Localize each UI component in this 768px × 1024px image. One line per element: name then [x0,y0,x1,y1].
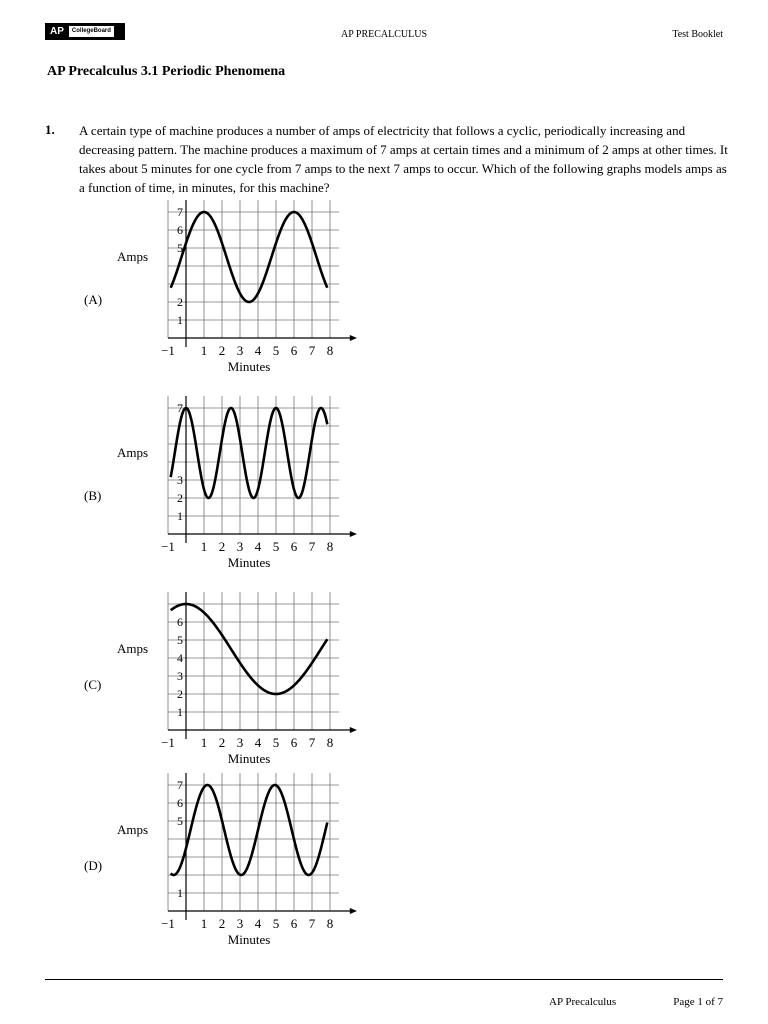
y-tick-label [177,396,183,397]
question-text: A certain type of machine produces a number of amps of electricity that follows a cyclic, periodically increasing and decreasing pattern. The machine produces a maximum of 7 amps at certain times and a minimum of 2 amps at other times. It takes about 5 minutes for one cycle from 7 amps to the next 7 amps to occur. Which of the following graphs models amps as a function of time, in minutes, for this machine? [79,123,728,195]
x-tick-label: 3 [236,343,244,358]
footer-course: AP Precalculus [549,996,617,1008]
x-tick-label: 1 [200,343,208,358]
x-tick-label: 7 [308,916,316,931]
x-tick-label: 1 [200,916,208,931]
y-tick-label: 3 [177,669,183,683]
question-number: 1. [45,122,55,137]
x-tick-label: 4 [254,343,262,358]
y-tick-label: 6 [177,615,183,629]
x-tick-label: 6 [290,539,298,554]
x-tick-label: 5 [272,916,280,931]
x-tick-label: 7 [308,539,316,554]
y-tick-label: 2 [177,491,183,505]
x-tick-label: 6 [290,735,298,750]
choice-label-b[interactable]: (B) [84,488,102,503]
curve-line [171,604,328,694]
y-tick-label: 5 [177,814,183,828]
choice-label-c[interactable]: (C) [84,677,102,692]
choice-label-d[interactable]: (D) [84,858,103,873]
y-tick-label: 7 [177,778,183,792]
y-tick-label: 1 [177,886,183,900]
x-tick-label: 7 [308,343,316,358]
y-tick-label: 1 [177,705,183,719]
x-tick-label: 5 [272,343,280,358]
x-axis-title: Minutes [227,751,271,766]
y-tick-label: 7 [177,205,183,219]
y-tick-label: 2 [177,687,183,701]
curve-line [171,408,328,498]
x-tick-label: 8 [326,343,334,358]
x-tick-label: 2 [218,916,226,931]
x-tick-label: 8 [326,916,334,931]
y-tick-label: 2 [177,295,183,309]
graph-c [112,592,362,767]
graph-b [112,396,362,571]
y-tick-label: 7 [177,401,183,415]
x-tick-label: −1 [161,916,175,931]
y-axis-title: Amps [117,822,149,837]
y-tick-label: 3 [177,473,183,487]
x-axis-arrow [350,335,357,341]
x-tick-label: 1 [200,735,208,750]
x-tick-label: 5 [272,539,280,554]
x-tick-label: 2 [218,735,226,750]
x-tick-label: 3 [236,539,244,554]
x-tick-label: 6 [290,916,298,931]
x-axis-title: Minutes [227,359,271,374]
y-tick-label: 6 [177,223,183,237]
x-tick-label: 3 [236,916,244,931]
graph-d [112,773,362,948]
logo-ap-text: AP [47,26,67,37]
x-tick-label: 6 [290,343,298,358]
x-tick-label: 4 [254,735,262,750]
x-tick-label: 3 [236,735,244,750]
y-tick-label [177,200,183,201]
header-course: AP PRECALCULUS [340,29,428,40]
y-tick-label: 5 [177,633,183,647]
graph-a [112,200,362,375]
y-axis-title: Amps [117,445,149,460]
y-tick-label: 6 [177,796,183,810]
x-tick-label: 2 [218,343,226,358]
x-tick-label: 7 [308,735,316,750]
header-booklet: Test Booklet [672,29,723,40]
x-tick-label: 8 [326,735,334,750]
curve-line [171,212,328,302]
x-tick-label: −1 [161,539,175,554]
x-axis-title: Minutes [227,932,271,947]
x-tick-label: −1 [161,343,175,358]
choice-label-a[interactable]: (A) [84,292,103,307]
x-tick-label: 2 [218,539,226,554]
curve-line [171,785,328,875]
footer-page-number: Page 1 of 7 [673,996,723,1008]
y-tick-label: 5 [177,241,183,255]
y-tick-label [177,592,183,593]
x-tick-label: −1 [161,735,175,750]
x-axis-arrow [350,531,357,537]
y-tick-label: 4 [177,651,183,665]
y-axis-title: Amps [117,641,149,656]
footer-divider [45,979,723,980]
page-title: AP Precalculus 3.1 Periodic Phenomena [47,64,286,79]
y-tick-label: 1 [177,313,183,327]
y-tick-label [177,773,183,774]
x-tick-label: 4 [254,539,262,554]
x-tick-label: 5 [272,735,280,750]
y-axis-title: Amps [117,249,149,264]
x-tick-label: 8 [326,539,334,554]
x-axis-arrow [350,727,357,733]
x-axis-arrow [350,908,357,914]
x-tick-label: 4 [254,916,262,931]
x-axis-title: Minutes [227,555,271,570]
logo-collegeboard-text: CollegeBoard [69,26,114,37]
x-tick-label: 1 [200,539,208,554]
y-tick-label: 1 [177,509,183,523]
